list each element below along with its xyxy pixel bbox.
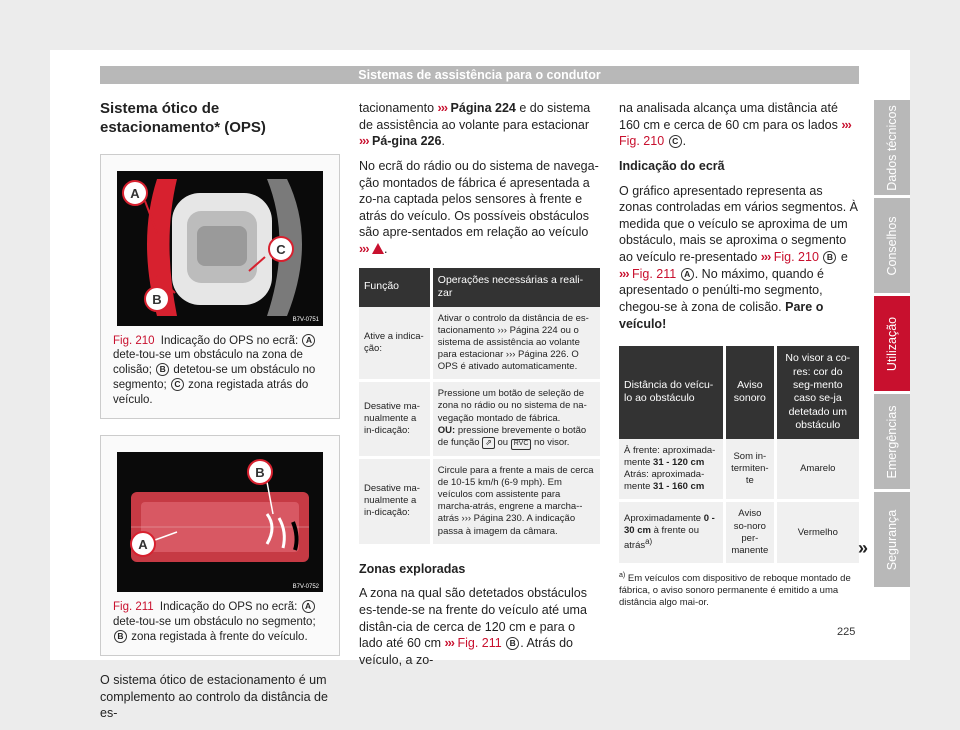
section-title: Sistema ótico de estacionamento* (OPS) — [100, 100, 266, 136]
fig211-code: B7V-0752 — [292, 584, 319, 591]
figure-211 — [100, 435, 340, 656]
link-fig-210[interactable]: Fig. 210 — [773, 250, 819, 264]
rvc-button: RVC — [511, 439, 532, 450]
fig210-label-a: A — [130, 185, 140, 201]
footnote: $^{a)}$ Em veículos com dispositivo de reboque montado de fábrica, o aviso sonoro permanente é emitido a uma distância algo mai-or. — [619, 572, 851, 608]
figure-210-caption: Fig. 210 Indicação do OPS no ecrã: A dete-tou-se um obstáculo na zona de colisão; B detetou-se um obstáculo no segmento; C zona registada atrás do veículo. — [113, 334, 316, 407]
warning-icon — [372, 243, 384, 254]
chapter-header: Sistemas de assistência para o condutor — [100, 66, 859, 84]
col2-paragraph-2: No ecrã do rádio ou do sistema de navega-ção montados de fábrica é apresentada a zo-na captada pelos sensores à frente e atrás do veículo. Os possíveis obstáculos são apre-sentados em relação ao veículo ››› . — [359, 158, 599, 256]
zonas-title: Zonas exploradas — [359, 561, 466, 576]
table-header: No visor a co-res: cor do seg-mento caso se-ja detetado um obstáculo — [775, 346, 859, 439]
col3-paragraph-2: O gráfico apresentado representa as zonas controladas em vários segmentos. À medida que o veículo se aproxima de um obstáculo, mais se aproxima o segmento ao veículo re-presentado ››› Fig. 210 B e ››› Fig. 211 A . No máximo, quando é apresentado o penúlti-mo segmento, chegou-se à zona de colisão. Pare o veículo! — [619, 183, 859, 331]
table-row: Aproximadamente 0 - 30 cm à frente ou atrás$^{a)}$ Aviso so-noro per-manente Vermelho — [619, 501, 859, 565]
function-table — [359, 268, 600, 547]
figure-210 — [100, 154, 340, 420]
intro-text: O sistema ótico de estacionamento é um complemento ao controlo da distância de es- — [100, 673, 328, 721]
indicacao-title: Indicação do ecrã — [619, 158, 725, 173]
tab-emergencias[interactable]: Emergências — [874, 394, 910, 489]
table-header: Função — [359, 268, 431, 307]
table-row: Desative ma-nualmente a in-dicação: Pressione um botão de seleção de zona no rádio ou no sistema de na-vegação montado de fábrica. OU: pressione brevemente o botão de função ⇗ ou RVC no visor. — [359, 381, 600, 458]
function-button-icon: ⇗ — [482, 437, 495, 449]
link-fig-210[interactable]: Fig. 210 — [619, 134, 665, 149]
fig211-label-a: A — [138, 537, 148, 553]
link-page-226[interactable]: Pá-gina 226 — [371, 134, 442, 149]
table-header: Distância do veícu-lo ao obstáculo — [619, 346, 725, 439]
column-3 — [619, 100, 859, 617]
col2-paragraph-1: tacionamento ››› Página 224 e do sistema de assistência ao volante para estacionar ››› Pá-gina 226. — [359, 101, 591, 149]
table-header: Operações necessárias a reali-zar — [431, 268, 600, 307]
figure-211-caption: Fig. 211 Indicação do OPS no ecrã: A dete-tou-se um obstáculo no segmento; B zona registada à frente do veículo. — [113, 601, 316, 644]
col3-paragraph-1: na analisada alcança uma distância até 160 cm e cerca de 60 cm para os lados ››› Fig. 210 C . — [619, 101, 851, 149]
table-row: À frente: aproximada-mente 31 - 120 cm Atrás: aproximada-mente 31 - 160 cm Som in-termiten-te Amarelo — [619, 439, 859, 501]
continue-arrow-icon: » — [858, 538, 869, 558]
table-row: Desative ma-nualmente a in-dicação: Circule para a frente a mais de cerca de 10-15 km/h (6-9 mph). Em veículos com assistente para marcha-atrás, engrene a marcha--atrás ››› Página 230. A indicação passa à imagem da câmara. — [359, 457, 600, 545]
fig210-code: B7V-0751 — [292, 316, 319, 323]
link-page-224[interactable]: Página 224 — [450, 101, 516, 115]
fig210-label-b: B — [152, 291, 162, 307]
table-row: Ative a indica-ção: Ativar o controlo da distância de es-tacionamento ››› Página 224 ou o sistema de assistência ao volante para estacionar ››› Página 226. O OPS é ativado automaticamente. — [359, 307, 600, 381]
zonas-paragraph: A zona na qual são detetados obstáculos es-tende-se na frente do veículo até uma distân-cia de cerca de 120 cm e para o lado até 60 cm ››› Fig. 211 B . Atrás do veículo, a zo- — [359, 586, 587, 667]
figure-211-image — [117, 452, 323, 592]
tab-conselhos[interactable]: Conselhos — [874, 198, 910, 293]
fig210-label-c: C — [276, 241, 286, 257]
column-2 — [359, 100, 600, 677]
distance-table — [619, 346, 859, 566]
link-fig-211[interactable]: Fig. 211 — [457, 636, 502, 651]
fig211-label-b: B — [255, 465, 265, 481]
table-header: Aviso sonoro — [725, 346, 775, 439]
tab-seguranca[interactable]: Segurança — [874, 492, 910, 587]
figure-210-image — [117, 171, 323, 326]
tab-utilizacao[interactable]: Utilização — [874, 296, 910, 391]
page-number: 225 — [837, 626, 856, 638]
link-fig-211[interactable]: Fig. 211 — [631, 266, 677, 281]
column-1 — [100, 100, 340, 730]
tab-dados-tecnicos[interactable]: Dados técnicos — [874, 100, 910, 195]
